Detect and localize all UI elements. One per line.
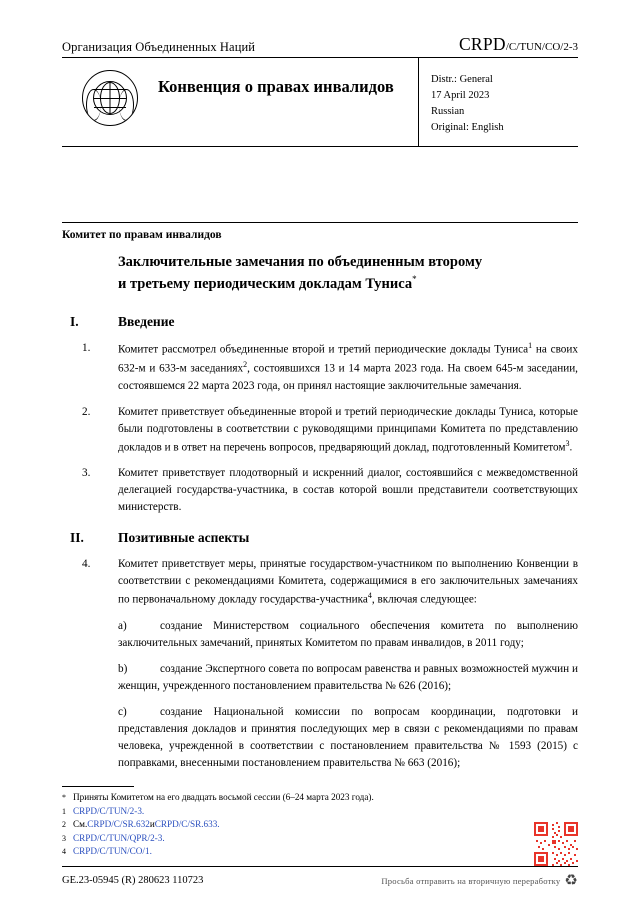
- footnote-ref-4: 4: [367, 591, 372, 601]
- subparagraph-b: [62, 661, 578, 695]
- organization-name: Организация Объединенных Наций: [62, 40, 256, 54]
- footnote-2-marker: 2: [62, 820, 66, 830]
- paragraph-4-text-b: , включая следующее:: [371, 594, 477, 607]
- footnote-1: [62, 805, 462, 819]
- job-number: GE.23-05945 (R) 280623 110723: [62, 875, 204, 886]
- footnote-separator: [62, 786, 134, 787]
- distr-line-3: Original: English: [431, 121, 504, 133]
- paragraph-2-text-b: .: [569, 441, 573, 454]
- document-header: [62, 34, 578, 147]
- convention-title-cell: [158, 58, 418, 97]
- footnote-2-prefix: См.: [73, 819, 88, 830]
- subparagraph-a: [62, 618, 578, 652]
- paragraph-4-text-a: Комитет приветствует меры, принятые государством-участником по выполнению Конвенции в соответствии с рекомендациями Комитета, содержащимися в его заключительных замечаниях по первоначальному докладу государства-участника: [118, 558, 578, 607]
- page-title: [118, 252, 578, 294]
- page-title-line2: и третьему периодическим докладам Туниса: [118, 275, 413, 292]
- paragraph-3: [62, 465, 578, 516]
- committee-name: Комитет по правам инвалидов: [62, 222, 578, 241]
- paragraph-1-number: 1.: [82, 342, 91, 354]
- footnote-ref-1: 1: [528, 341, 533, 350]
- footnote-star-text: Приняты Комитетом на его двадцать восьмой сессии (6–24 марта 2023 года).: [73, 792, 374, 802]
- document-body: [62, 300, 578, 781]
- distribution-info: [418, 58, 578, 146]
- footnote-star: [62, 791, 462, 805]
- recycle-text: Просьба отправить на вторичную переработку: [381, 875, 561, 886]
- qr-code-icon: [534, 822, 578, 866]
- footnote-3: [62, 832, 462, 846]
- document-symbol-suffix: /C/TUN/CO/2-3: [505, 41, 578, 53]
- globe-latitude-1: [94, 89, 126, 90]
- section-title-2: Позитивные аспекты: [118, 530, 250, 546]
- section-number-2: II.: [70, 530, 84, 546]
- footnote-4-link[interactable]: CRPD/C/TUN/CO/1.: [73, 846, 152, 857]
- paragraph-2: [62, 404, 578, 457]
- paragraph-1-text-c: , состоявшихся 13 и 14 марта 2023 года. На своем 645-м заседании, состоявшемся 22 марта 2023 года, он принял настоящие заключительные замечания.: [118, 362, 578, 392]
- section-number-1: I.: [70, 314, 79, 329]
- footnote-3-marker: 3: [62, 833, 66, 843]
- paragraph-1-text-b: на своих 632-м и 633-м заседаниях: [118, 343, 578, 375]
- section-title-1: Введение: [118, 314, 175, 329]
- footnote-3-link[interactable]: CRPD/C/TUN/QPR/2-3.: [73, 832, 165, 843]
- paragraph-3-number: 3.: [82, 467, 91, 480]
- globe-latitude-2: [94, 98, 126, 99]
- footnotes-block: [62, 786, 462, 859]
- paragraph-4-number: 4.: [82, 558, 91, 571]
- subparagraph-c: [62, 704, 578, 772]
- section-heading-introduction: [62, 314, 578, 330]
- footnote-ref-2: 2: [243, 359, 248, 369]
- footnote-2-link-a[interactable]: CRPD/C/SR.632: [87, 819, 150, 830]
- paragraph-3-text: Комитет приветствует плодотворный и искренний диалог, состоявшийся с межведомственной делегацией государства-участника, в состав которой вошли представители соответствующих министерств.: [118, 467, 578, 514]
- footnote-4-marker: 4: [62, 847, 66, 857]
- paragraph-1-text-a: Комитет рассмотрел объединенные второй и третий периодические доклады Туниса: [118, 343, 529, 356]
- footnote-2: [62, 818, 462, 832]
- paragraph-4: [62, 556, 578, 609]
- subparagraph-a-text: создание Министерством социального обеспечения комитета по выполнению заключительных замечаний, принятых Комитетом по правам инвалидов, в 2011 году;: [118, 620, 578, 650]
- paragraph-2-text-a: Комитет приветствует объединенные второй и третий периодические доклады Туниса, которые были подготовлены в соответствии с руководящими принципами Комитета по представлению докладов и в ответ на перечень вопросов, предваряющий доклад, подготовленный Комитетом: [118, 405, 578, 454]
- organization-line: [62, 34, 578, 58]
- footnote-ref-3: 3: [565, 438, 570, 448]
- un-emblem-icon: [82, 70, 138, 126]
- paragraph-2-number: 2.: [82, 405, 91, 418]
- distr-line-2: Russian: [431, 105, 465, 117]
- document-footer: [62, 866, 578, 890]
- section-heading-positive-aspects: [62, 530, 578, 546]
- subparagraph-c-label: c): [118, 706, 127, 719]
- footnote-2-link-b[interactable]: CRPD/C/SR.633.: [154, 819, 220, 830]
- distr-line-0: Distr.: General: [431, 74, 493, 85]
- document-symbol: [459, 34, 578, 55]
- footnote-1-marker: 1: [62, 806, 66, 816]
- document-symbol-prefix: CRPD: [458, 34, 506, 54]
- globe-latitude-3: [94, 107, 126, 108]
- emblem-cell: [62, 58, 158, 126]
- title-footnote-marker: *: [412, 273, 417, 284]
- footnote-star-marker: *: [62, 793, 66, 802]
- footnote-1-link[interactable]: CRPD/C/TUN/2-3.: [73, 805, 145, 816]
- recycle-icon: ♻: [564, 873, 578, 889]
- subparagraph-c-text: создание Национальной комиссии по вопросам координации, подготовки и представления докладов и принятия последующих мер в связи с рекомендациями по правам человека, учрежденной в соответствии с постановлением правительства № 1593 (2015) с поправками, внесенными постановлением правительства № 663 (2016);: [118, 706, 578, 770]
- qr-code: [534, 822, 578, 866]
- subparagraph-b-text: создание Экспертного совета по вопросам равенства и равных возможностей мужчин и женщин, учрежденного постановлением правительства № 626 (2016);: [118, 663, 578, 693]
- recycle-notice: [381, 871, 578, 890]
- header-meta-row: [62, 58, 578, 147]
- distr-line-1: 17 April 2023: [431, 89, 490, 101]
- subparagraph-a-label: a): [118, 620, 127, 633]
- convention-title: Конвенция о правах инвалидов: [158, 77, 394, 96]
- paragraph-1: [62, 340, 578, 395]
- footnote-2-mid: и: [149, 819, 155, 830]
- subparagraph-b-label: b): [118, 663, 128, 676]
- page-title-line1: Заключительные замечания по объединенным второму: [118, 254, 483, 270]
- footnote-4: [62, 845, 462, 859]
